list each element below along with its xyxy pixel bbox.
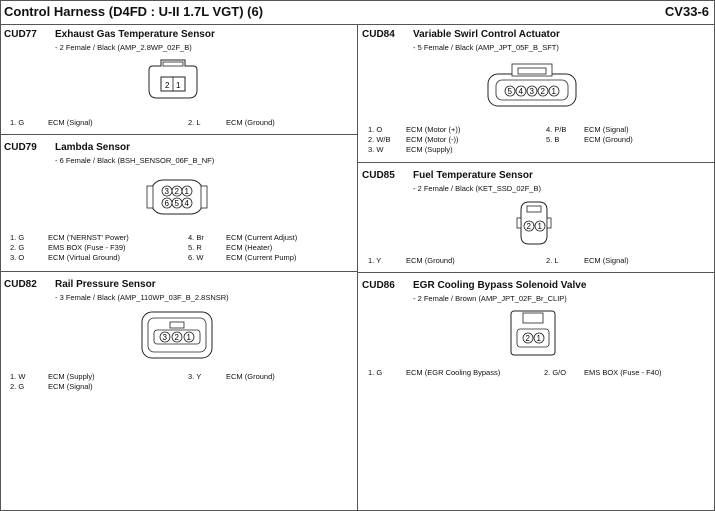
connector-diagram [140,310,214,360]
connector-name: Lambda Sensor [55,142,131,153]
pin-label: 1 [184,187,189,196]
connector-desc: - 2 Female / Black (KET_SSD_02F_B) [413,184,541,193]
section-divider [0,134,357,135]
pin-desc: ECM (Current Adjust) [226,233,298,242]
pin-number: 4. Br [188,233,204,242]
page-code: CV33-6 [664,4,709,19]
pin-label: 4 [184,199,189,208]
pin-desc: ECM (Heater) [226,243,273,252]
pin-label: 1 [551,87,556,96]
pin-number: 1. G [368,368,383,377]
pin-number: 1. W [10,372,26,381]
pin-desc: ECM (Signal) [48,118,93,127]
section-divider [358,162,715,163]
pin-label: 5 [507,87,512,96]
connector-desc: - 2 Female / Brown (AMP_JPT_02F_Br_CLIP) [413,294,567,303]
pin-desc: ECM (Ground) [226,118,275,127]
pin-label: 1 [536,334,541,343]
pin-desc: ECM (Ground) [584,135,633,144]
pin-number: 2. W/B [368,135,391,144]
pin-number: 3. O [10,253,25,262]
connector-name: Exhaust Gas Temperature Sensor [55,29,215,40]
pin-desc: ECM (Supply) [48,372,95,381]
pin-label: 2 [540,87,545,96]
pin-label: 4 [518,87,523,96]
connector-id: CUD84 [362,29,395,40]
pin-desc: ECM ('NERNST' Power) [48,233,129,242]
pin-number: 3. Y [188,372,202,381]
pin-desc: ECM (EGR Cooling Bypass) [406,368,501,377]
pin-label: 3 [164,187,169,196]
pin-desc: ECM (Ground) [226,372,275,381]
connector-id: CUD82 [4,279,37,290]
pin-desc: ECM (Current Pump) [226,253,297,262]
connector-name: Fuel Temperature Sensor [413,170,533,181]
pin-desc: ECM (Virtual Ground) [48,253,120,262]
connector-name: Rail Pressure Sensor [55,279,156,290]
pin-number: 2. G [10,382,25,391]
pin-number: 6. W [188,253,204,262]
page-header [0,0,715,25]
pin-label: 1 [537,222,542,231]
pin-number: 1. G [10,233,25,242]
page-title: Control Harness (D4FD : U-II 1.7L VGT) (6) [4,4,264,19]
pin-number: 1. O [368,125,383,134]
connector-diagram [147,58,199,100]
pin-label: 1 [176,81,181,90]
connector-id: CUD85 [362,170,395,181]
pin-label: 3 [162,333,167,342]
connector-diagram [515,200,553,246]
connector-desc: - 5 Female / Black (AMP_JPT_05F_B_SFT) [413,43,559,52]
pin-label: 2 [165,81,170,90]
pin-desc: EMS BOX (Fuse - F40) [584,368,662,377]
connector-id: CUD79 [4,142,37,153]
pin-number: 2. L [546,256,559,265]
pin-label: 1 [186,333,191,342]
pin-label: 2 [526,222,531,231]
pin-number: 5. B [546,135,560,144]
section-divider [0,271,357,272]
pin-label: 5 [174,199,179,208]
connector-desc: - 3 Female / Black (AMP_110WP_03F_B_2.8SNSR) [55,293,229,302]
connector-diagram [486,60,578,110]
pin-desc: ECM (Signal) [584,256,629,265]
pin-label: 2 [174,333,179,342]
connector-name: Variable Swirl Control Actuator [413,29,560,40]
pin-desc: ECM (Signal) [584,125,629,134]
connector-desc: - 2 Female / Black (AMP_2.8WP_02F_B) [55,43,192,52]
column-divider [357,25,358,511]
pin-number: 2. G/O [544,368,567,377]
connector-id: CUD77 [4,29,37,40]
connector-desc: - 6 Female / Black (BSH_SENSOR_06F_B_NF) [55,156,215,165]
pin-number: 2. L [188,118,201,127]
pin-number: 2. G [10,243,25,252]
connector-diagram [145,176,209,218]
pin-desc: ECM (Supply) [406,145,453,154]
connector-id: CUD86 [362,280,395,291]
pin-number: 4. P/B [546,125,567,134]
pin-number: 5. R [188,243,202,252]
connector-diagram [509,309,557,357]
pin-label: 6 [164,199,169,208]
pin-number: 1. G [10,118,25,127]
pin-desc: ECM (Motor (-)) [406,135,459,144]
pin-number: 1. Y [368,256,382,265]
pin-desc: ECM (Motor (+)) [406,125,461,134]
pin-desc: EMS BOX (Fuse - F39) [48,243,126,252]
pin-desc: ECM (Signal) [48,382,93,391]
connector-name: EGR Cooling Bypass Solenoid Valve [413,280,587,291]
pin-label: 2 [525,334,530,343]
pin-number: 3. W [368,145,384,154]
section-divider [358,272,715,273]
pin-desc: ECM (Ground) [406,256,455,265]
pin-label: 3 [529,87,534,96]
pin-label: 2 [174,187,179,196]
